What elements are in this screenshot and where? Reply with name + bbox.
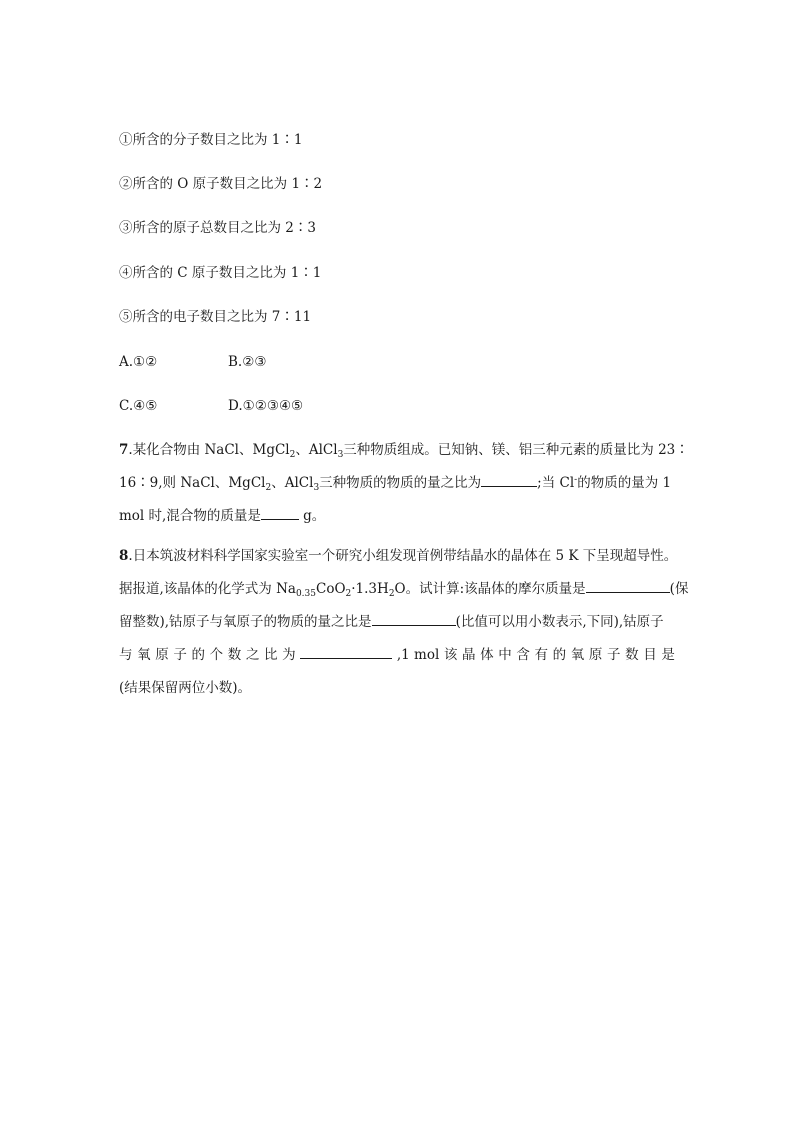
statement-4: ④所含的 C 原子数目之比为 1∶1 — [119, 265, 322, 281]
q7-number: 7 — [119, 442, 129, 458]
q8-line-3: 留整数),钴原子与氧原子的物质的量之比是 (比值可以用小数表示,下同),钴原子 — [119, 614, 664, 630]
q8-line-1: 8.日本筑波材料科学国家实验室一个研究小组发现首例带结晶水的晶体在 5 K 下呈现超导性。 — [119, 548, 678, 564]
choice-d[interactable]: D.①②③④⑤ — [228, 398, 304, 414]
q8-line-5: (结果保留两位小数)。 — [119, 680, 252, 696]
q7-blank-ratio[interactable] — [481, 474, 537, 487]
q7-blank-mass[interactable] — [261, 507, 299, 520]
statement-5: ⑤所含的电子数目之比为 7∶11 — [119, 309, 312, 325]
choice-b[interactable]: B.②③ — [228, 354, 267, 370]
q7-line-3: mol 时,混合物的质量是 g。 — [119, 508, 326, 524]
q8-blank-molar-mass[interactable] — [586, 580, 670, 593]
q8-blank-count-ratio[interactable] — [300, 646, 392, 659]
q8-number: 8 — [119, 548, 129, 564]
q7-line-1: 7.某化合物由 NaCl、MgCl$_2$、AlCl$_3$三种物质组成。已知钠、镁、铝三种元素的质量比为 23∶ — [119, 442, 689, 460]
q8-blank-mole-ratio[interactable] — [372, 613, 456, 626]
statement-1: ①所含的分子数目之比为 1∶1 — [119, 132, 303, 148]
statement-2: ②所含的 O 原子数目之比为 1∶2 — [119, 176, 323, 192]
choice-a[interactable]: A.①② — [119, 354, 158, 370]
q8-line-2: 据报道,该晶体的化学式为 $Na_{0.35}CoO_2\cdot 1.3H_2O$。试计算:该晶体的摩尔质量是 (保 — [119, 581, 689, 599]
statement-3: ③所含的原子总数目之比为 2∶3 — [119, 220, 316, 236]
choice-c[interactable]: C.④⑤ — [119, 398, 158, 414]
q8-line-4: 与 氧 原 子 的 个 数 之 比 为 ,1 mol 该 晶 体 中 含 有 的 氧 原 子 数 目 是 — [119, 647, 675, 663]
q7-line-2: 16∶9,则 NaCl、MgCl$_2$、AlCl$_3$三种物质的物质的量之比为 ;当 Cl-的物质的量为 1 — [119, 475, 672, 493]
